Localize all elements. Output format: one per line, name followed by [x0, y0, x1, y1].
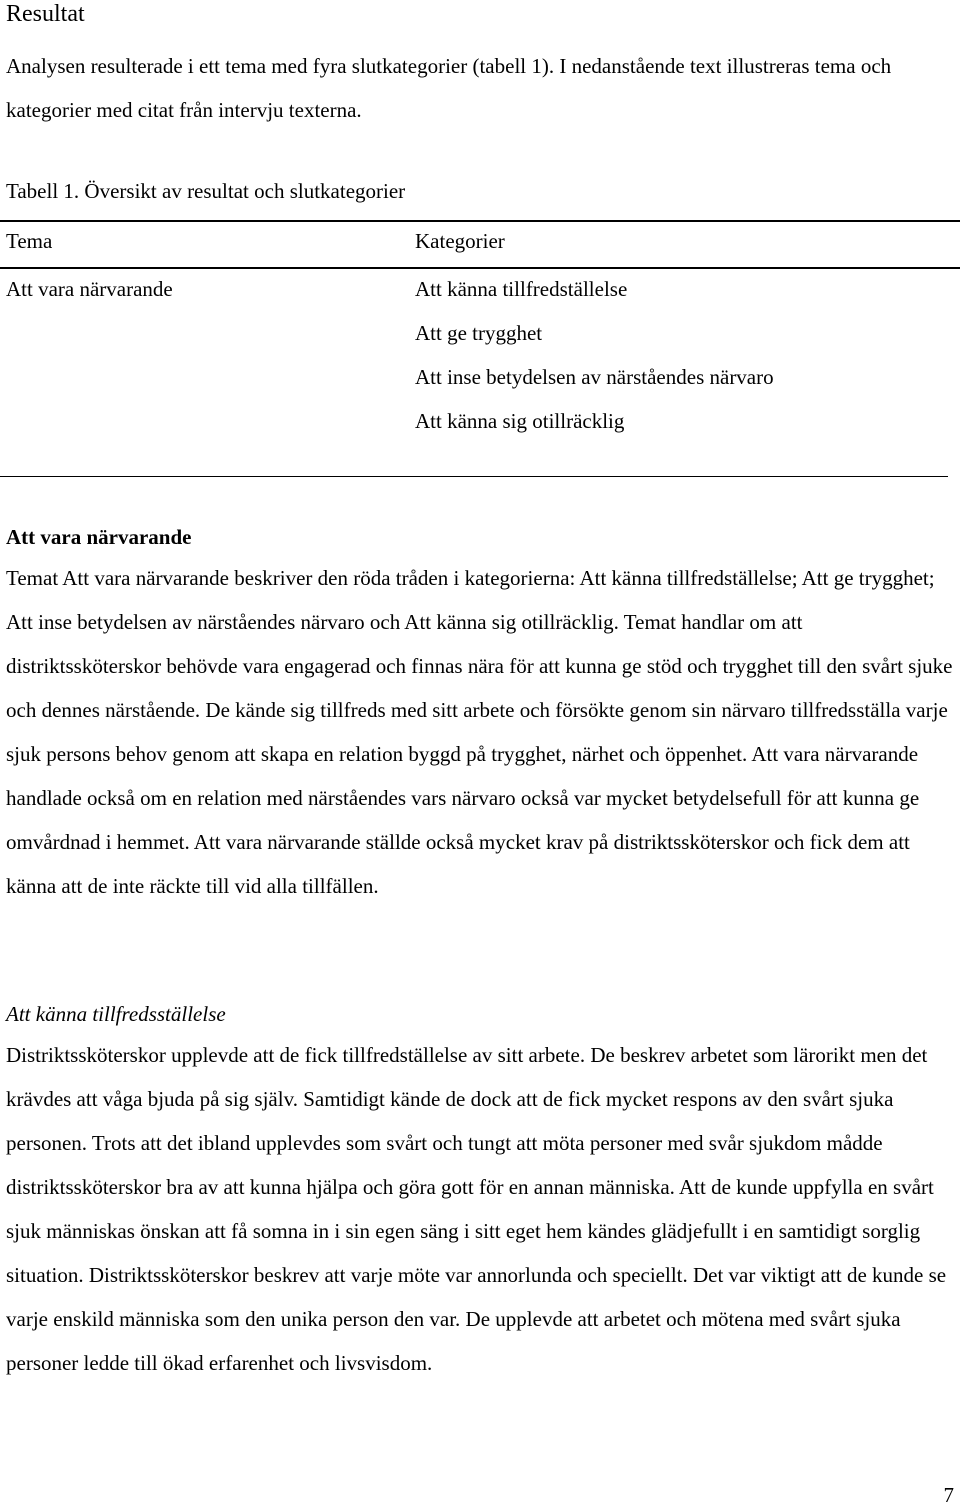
category-item: Att känna sig otillräcklig [415, 409, 625, 433]
table-top-rule [0, 220, 960, 222]
column-header-categories: Kategorier [415, 229, 505, 253]
table-header-rule [0, 267, 960, 269]
table-bottom-rule [0, 476, 948, 477]
page-heading: Resultat [6, 1, 85, 27]
category-list [415, 274, 774, 450]
section-paragraph: Temat Att vara närvarande beskriver den röda tråden i kategorierna: Att känna tillfredställelse; Att ge trygghet; Att inse betydelsen av närståendes närvaro och Att känna sig otillräcklig. Temat handlar om att distriktssköterskor behövde vara engagerad och finnas nära för att kunna ge stöd och trygghet till den svårt sjuke och dennes närstående. De kände sig tillfreds med sitt arbete och försökte genom sin närvaro tillfredsställa varje sjuk persons behov genom att skapa en relation byggd på trygghet, närhet och öppenhet. Att vara närvarande handlade också om en relation med närståendes vars närvaro också var mycket betydelsefull för att kunna ge omvårdnad i hemmet. Att vara närvarande ställde också mycket krav på distriktssköterskor och fick dem att känna att de inte räckte till vid alla tillfällen. [6, 566, 953, 898]
section-title: Att vara närvarande [6, 525, 192, 549]
table-caption: Tabell 1. Översikt av resultat och slutkategorier [6, 179, 406, 203]
category-item: Att inse betydelsen av närståendes närvaro [415, 365, 774, 389]
subsection-paragraph: Distriktssköterskor upplevde att de fick tillfredställelse av sitt arbete. De beskrev arbetet som lärorikt men det krävdes att våga bjuda på sig själv. Samtidigt kände de dock att de fick mycket respons av den svårt sjuka personen. Trots att det ibland upplevdes som svårt och tungt att möta personer med svår sjukdom mådde distriktssköterskor bra av att kunna hjälpa och göra gott för en annan människa. Att de kunde uppfylla en svårt sjuk människas önskan att få somna in i sin egen säng i sitt eget hem kändes glädjefullt i en samtidigt sorglig situation. Distriktssköterskor beskrev att varje möte var annorlunda och speciellt. Det var viktigt att de kunde se varje enskild människa som den unika person den var. De upplevde att arbetet och mötena med svårt sjuka personer ledde till ökad erfarenhet och livsvisdom. [6, 1043, 947, 1375]
page-number: 7 [943, 1483, 954, 1507]
intro-paragraph: Analysen resulterade i ett tema med fyra slutkategorier (tabell 1). I nedanstående text illustreras tema och kategorier med citat från intervju texterna. [6, 54, 892, 122]
category-item: Att ge trygghet [415, 321, 543, 345]
subsection-title: Att känna tillfredsställelse [6, 1002, 226, 1026]
category-item: Att känna tillfredställelse [415, 277, 628, 301]
column-header-theme: Tema [6, 229, 53, 253]
table-theme-cell: Att vara närvarande [6, 277, 173, 301]
